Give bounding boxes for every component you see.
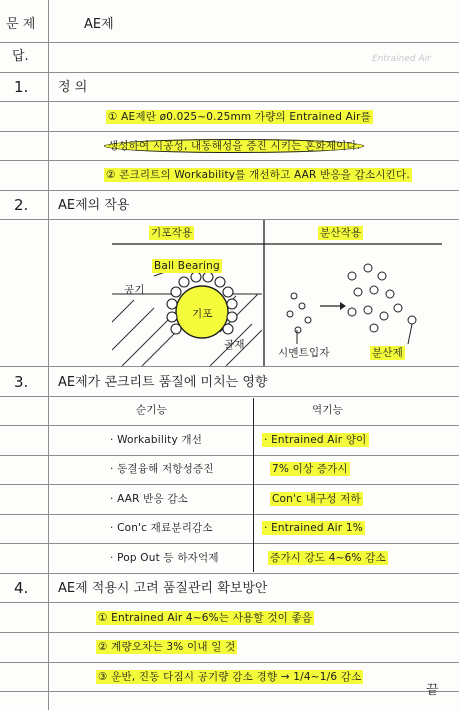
section1-number: 1. [14,78,29,96]
rule-line [0,691,459,692]
section3-number: 3. [14,373,29,391]
section4-title: AE제 적용시 고려 품질관리 확보방안 [58,581,268,596]
section3-title: AE제가 콘크리트 품질에 미치는 영향 [58,375,268,390]
end-mark: 끝 [426,683,439,698]
negative-item [270,464,350,475]
section1-line2 [104,141,364,152]
rule-line [0,425,459,426]
diagram-right-heading [318,228,363,239]
rule-line [0,514,459,515]
action-diagram [112,220,442,366]
negative-item [268,553,388,564]
rule-line [0,366,459,367]
air-label: 공기 [124,284,145,296]
positive-item: · Con'c 재료분리감소 [110,522,213,534]
dispersion-action-heading: 분산작용 [320,227,362,239]
measure-text-3: ③ 운반, 진동 다짐시 공기량 감소 경향 → 1/4~1/6 감소 [98,671,362,683]
rule-line [0,190,459,191]
bubble-action-heading: 기포작용 [151,227,193,239]
col-negative-header: 역기능 [312,404,344,416]
positive-item: · Pop Out 등 하자억제 [110,552,219,564]
dispersant-label [370,348,405,359]
core-label: 기포 [192,308,213,320]
section4-line2 [96,642,237,653]
diagram-left-heading [149,228,194,239]
section4-number: 4. [14,579,29,597]
negative-item-text: Con'c 내구성 저하 [272,493,361,505]
rule-line [0,42,459,43]
rule-line [0,573,459,574]
negative-item-text: 7% 이상 증가시 [272,463,348,475]
section1-line3 [104,170,412,181]
ghost-note: Entrained Air [372,54,431,64]
problem-label: 문 제 [6,17,36,32]
rule-line [0,662,459,663]
problem-title: AE제 [84,17,114,32]
dispersed-particles [287,264,416,333]
dispersion-arrow-head [340,302,346,310]
rule-line [0,632,459,633]
rule-line [0,101,459,102]
definition-text-2: 생성하여 시공성, 내동해성을 증진 시키는 혼화제이다. [104,139,364,153]
negative-item [262,435,369,446]
measure-text-1: ① Entrained Air 4~6%는 사용할 것이 좋음 [98,612,313,624]
section2-number: 2. [14,196,29,214]
answer-label: 답. [12,49,29,64]
rule-line [0,455,459,456]
ball-bearing-text: Ball Bearing [154,260,220,272]
section1-title: 정 의 [58,80,88,95]
definition-text-1: ① AE제란 ø0.025~0.25mm 가량의 Entrained Air를 [108,111,371,123]
rule-line [0,602,459,603]
definition-text-3: ② 콘크리트의 Workability를 개선하고 AAR 반응을 감소시킨다. [106,169,410,181]
action-diagram-svg [112,220,442,366]
dispersant-text: 분산제 [372,347,404,359]
section1-line1 [106,112,373,123]
ball-bearing-label [152,261,222,272]
negative-item [270,494,363,505]
positive-item: · AAR 반응 감소 [110,493,189,505]
rule-line [0,543,459,544]
positive-item: · Workability 개선 [110,434,203,446]
rule-line [0,131,459,132]
rule-line [0,396,459,397]
rule-line [0,484,459,485]
aggregate-label: 골재 [224,339,245,351]
negative-item-text: · Entrained Air 양이 [264,434,367,446]
margin-line [48,0,49,710]
positive-item: · 동결융해 저항성증진 [110,463,214,475]
cement-particle-label: 시멘트입자 [278,347,330,359]
negative-item [262,523,365,534]
rule-line [0,160,459,161]
section4-line1 [96,613,314,624]
col-positive-header: 순기능 [136,404,168,416]
table-divider [253,398,254,572]
rule-line [0,72,459,73]
section2-title: AE제의 작용 [58,198,130,213]
section4-line3 [96,672,363,683]
negative-item-text: · Entrained Air 1% [264,522,363,534]
pointer-line [408,324,412,344]
negative-item-text: 증가시 강도 4~6% 감소 [270,552,386,564]
measure-text-2: ② 계량오차는 3% 이내 일 것 [98,641,236,653]
